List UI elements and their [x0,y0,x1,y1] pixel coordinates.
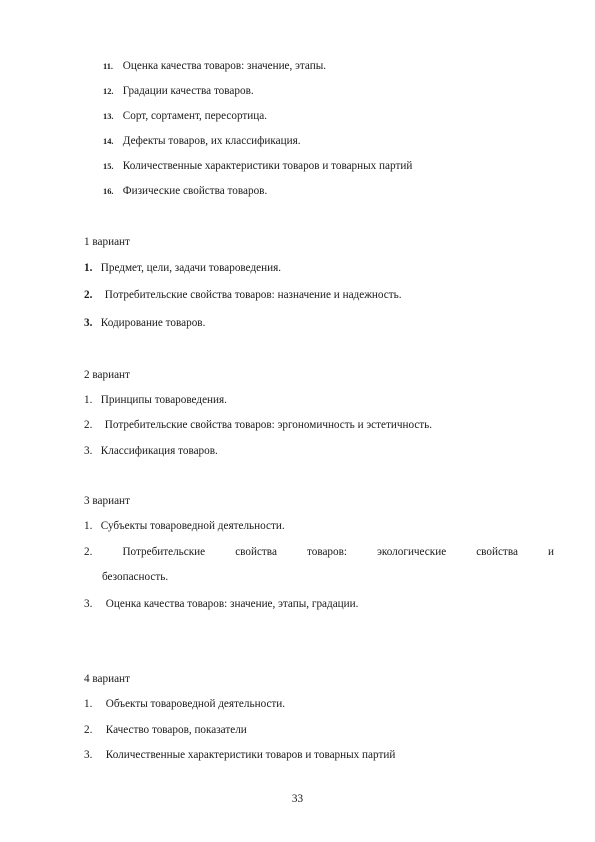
list-item-continuation: безопасность. [102,571,169,583]
list-item-text: Объекты товароведной деятельности. [105,698,286,710]
list-item-number: 3. [84,445,93,457]
list-item-word: экологические [377,546,447,558]
list-item-word: свойства [476,546,518,558]
list-item-number: 2. [84,289,93,301]
list-item-text: Качество товаров, показатели [105,724,247,736]
list-item-text: Оценка качества товаров: значение, этапы, градации. [105,598,359,610]
list-item [84,519,285,533]
list-item [84,316,205,330]
list-item-number: 3. [84,749,93,761]
list-item-text: Сорт, сортамент, пересортица. [122,110,268,122]
list-item [84,748,395,762]
list-item-text: Физические свойства товаров. [122,185,268,197]
list-item-number: 15. [103,162,114,171]
variant-1-heading: 1 вариант [84,236,130,248]
list-item-number: 1. [84,520,93,532]
list-item-text: Оценка качества товаров: значение, этапы. [122,60,327,72]
list-item [103,184,267,199]
list-item [84,697,285,711]
list-item-number: 11. [103,62,114,71]
list-item-text: Принципы товароведения. [100,394,227,406]
variant-3-heading: 3 вариант [84,495,130,507]
list-item-text: Дефекты товаров, их классификация. [122,135,301,147]
list-item [103,84,254,99]
variant-2-heading: 2 вариант [84,369,130,381]
list-item-number: 1. [84,394,93,406]
list-item-text: Кодирование товаров. [100,317,206,329]
list-item-text: Градации качества товаров. [122,85,254,97]
list-item [103,109,267,124]
list-item-number: 1. [84,262,93,274]
list-item-text: Количественные характеристики товаров и товарных партий [122,160,413,172]
page-number: 33 [291,793,304,805]
list-item-word: Потребительские [122,546,206,558]
list-item-number: 14. [103,137,114,146]
list-item [84,444,218,458]
list-item-word: товаров: [306,546,347,558]
list-item-number: 2. [84,724,93,736]
list-item [84,288,402,302]
list-item [84,597,358,611]
list-item-number: 16. [103,187,114,196]
list-item-number: 3. [84,317,93,329]
list-item-number: 2. [84,419,93,431]
list-item-word: свойства [235,546,277,558]
list-item-justified [84,545,554,559]
list-item-text: Классификация товаров. [100,445,218,457]
list-item-number: 12. [103,87,114,96]
list-item [103,134,301,149]
list-item [103,159,412,174]
list-item-text: Потребительские свойства товаров: эргономичность и эстетичность. [104,419,433,431]
list-item [84,723,247,737]
list-item-number: 13. [103,112,114,121]
list-item [84,418,432,432]
variant-4-heading: 4 вариант [84,673,130,685]
list-item-text: Потребительские свойства товаров: назначение и надежность. [104,289,402,301]
list-item-text: Субъекты товароведной деятельности. [100,520,285,532]
list-item-number: 3. [84,598,93,610]
list-item-text: Количественные характеристики товаров и товарных партий [105,749,396,761]
list-item [103,59,326,74]
list-item-number: 2. [84,546,93,558]
list-item-text: Предмет, цели, задачи товароведения. [100,262,282,274]
list-item-word: и [548,546,554,558]
list-item-number: 1. [84,698,93,710]
list-item [84,261,281,275]
list-item [84,393,227,407]
